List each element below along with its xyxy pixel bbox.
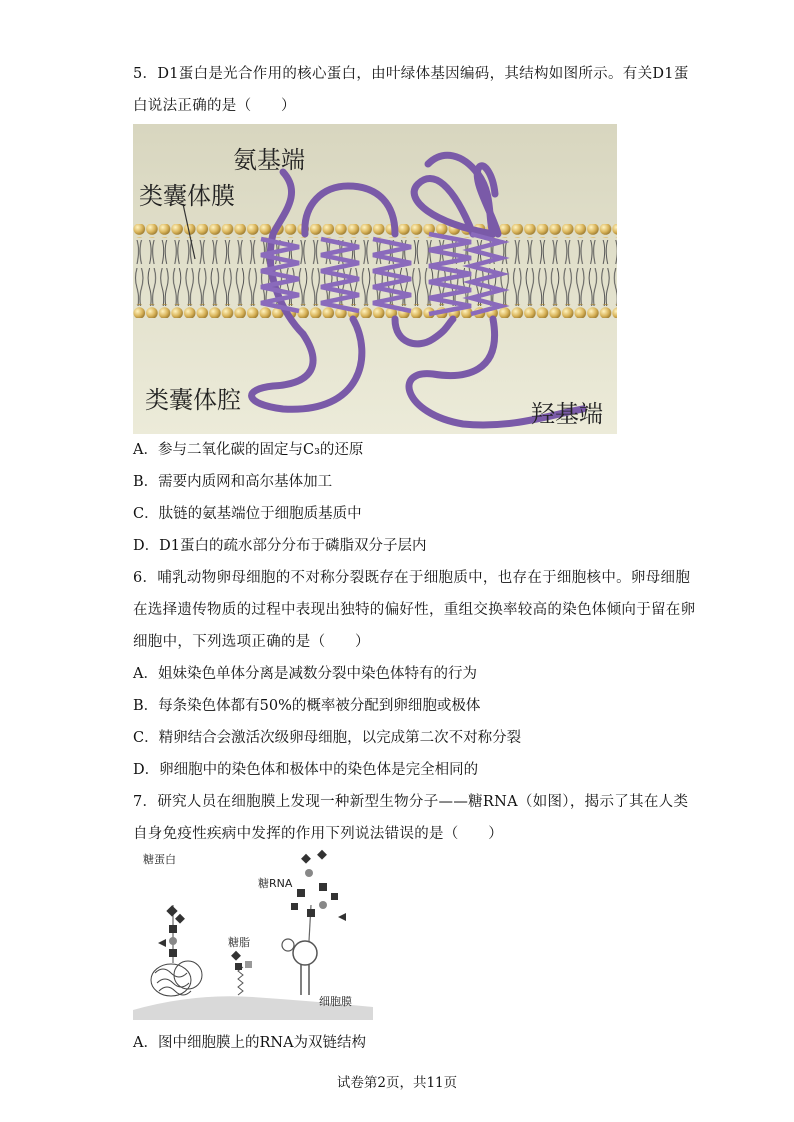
q5-stem-line1: 5．D1蛋白是光合作用的核心蛋白，由叶绿体基因编码，其结构如图所示。有关D1蛋 xyxy=(133,66,689,82)
q6-option-c: C．精卵结合会激活次级卵母细胞，以完成第二次不对称分裂 xyxy=(133,730,522,746)
q6-stem-line2: 在选择遗传物质的过程中表现出独特的偏好性，重组交换率较高的染色体倾向于留在卵 xyxy=(133,602,696,618)
glycorna-label: 糖RNA xyxy=(258,877,293,890)
amino-end-label: 氨基端 xyxy=(233,146,305,174)
q5-stem-line2: 白说法正确的是（ ） xyxy=(133,98,296,114)
glyco-rna-figure xyxy=(133,845,373,1020)
d1-protein-figure xyxy=(133,124,617,434)
glycoprotein-label: 糖蛋白 xyxy=(143,853,176,866)
q5-option-b: B．需要内质网和高尔基体加工 xyxy=(133,474,333,490)
q6-option-a: A．姐妹染色单体分离是减数分裂中染色体特有的行为 xyxy=(133,666,477,682)
cell-membrane-label: 细胞膜 xyxy=(319,995,352,1008)
carboxyl-end-label: 羟基端 xyxy=(531,400,603,428)
q7-stem-line2: 自身免疫性疾病中发挥的作用下列说法错误的是（ ） xyxy=(133,826,503,842)
q5-option-d: D．D1蛋白的疏水部分分布于磷脂双分子层内 xyxy=(133,538,427,554)
glycolipid-label: 糖脂 xyxy=(228,936,250,949)
q5-option-a: A．参与二氧化碳的固定与C₃的还原 xyxy=(133,442,364,458)
q7-option-a: A．图中细胞膜上的RNA为双链结构 xyxy=(133,1035,367,1051)
q6-stem-line3: 细胞中，下列选项正确的是（ ） xyxy=(133,634,370,650)
lumen-label: 类囊体腔 xyxy=(145,386,241,414)
q6-option-b: B．每条染色体都有50%的概率被分配到卵细胞或极体 xyxy=(133,698,481,714)
q6-stem-line1: 6．哺乳动物卵母细胞的不对称分裂既存在于细胞质中，也存在于细胞核中。卵母细胞 xyxy=(133,570,691,586)
q6-option-d: D．卵细胞中的染色体和极体中的染色体是完全相同的 xyxy=(133,762,479,778)
page-footer: 试卷第2页，共11页 xyxy=(336,1075,458,1091)
membrane-label: 类囊体膜 xyxy=(139,182,235,210)
q7-stem-line1: 7．研究人员在细胞膜上发现一种新型生物分子——糖RNA（如图），揭示了其在人类 xyxy=(133,794,689,810)
q5-option-c: C．肽链的氨基端位于细胞质基质中 xyxy=(133,506,362,522)
